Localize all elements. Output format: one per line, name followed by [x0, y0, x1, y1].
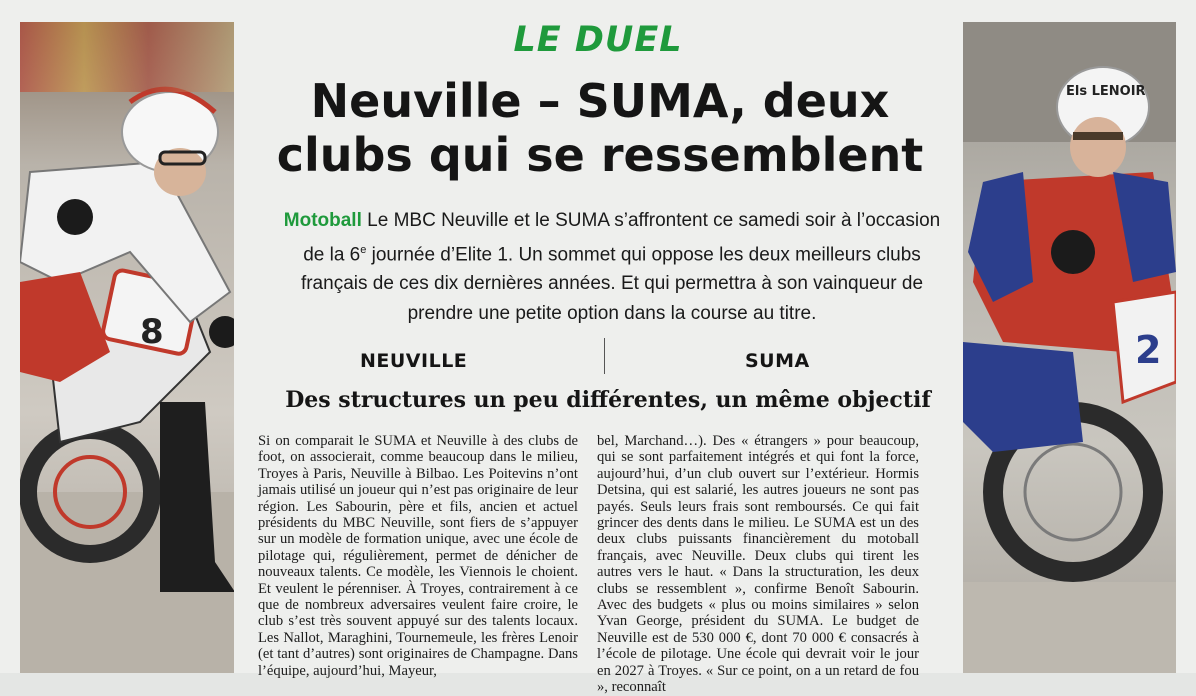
body-paragraph-right: bel, Marchand…). Des « étrangers » pour beaucoup, qui se sont parfaitement intégrés et qui font la force, aujourd’hui, d’un club ouvert sur l’extérieur. Hormis Detsina, qui est salarié, les autres joueurs ne sont pas payés. Seuls leurs frais sont remboursés. Ce qui fait grincer des dents dans le milieu. Le SUMA est un des deux clubs puissants financièrement du motoball français, avec Neuville. Deux clubs qui tirent les autres vers le haut. « Dans la structuration, les deux clubs se ressemblent », confirme Benoît Sabourin. Avec des budgets « plus ou moins similaires » selon Yvan George, président du SUMA. Le budget de Neuville est de 530 000 €, dont 70 000 € consacrés à l’école de pilotage. Une école qui devrait voir le jour en 2027 à Troyes. « Sur ce point, on a un retard de fou », reconnaît	[597, 433, 919, 696]
team-label-suma: SUMA	[745, 350, 810, 372]
bike-number-left: 8	[140, 312, 164, 352]
standfirst-text-1: Le MBC Neuville et le SUMA s’affrontent ce samedi soir à l’occasion de la 6	[303, 210, 941, 265]
standfirst	[272, 206, 952, 328]
team-label-neuville: NEUVILLE	[360, 350, 468, 372]
helmet-label-right: Els LENOIR	[1066, 84, 1146, 99]
rubrique-label: Motoball	[283, 210, 362, 231]
photo-suma-rider	[963, 22, 1176, 673]
body-column-left	[258, 433, 578, 679]
rider-illustration-left	[20, 22, 234, 673]
section-kicker: LE DUEL	[513, 20, 683, 60]
headline: Neuville – SUMA, deux clubs qui se ressemblent	[276, 74, 924, 182]
body-paragraph-left: Si on comparait le SUMA et Neuville à des clubs de foot, on associerait, comme beaucoup dans le milieu, Troyes à Paris, Neuville à Bilbao. Les Poitevins n’ont jamais utilisé un joueur qui n’est pas originaire de leur région. Les Sabourin, père et fils, ancien et actuel présidents du MBC Neuville, sont fiers de s’appuyer sur un modèle de formation unique, avec une école de pilotage qui, régulièrement, permet de dénicher de nouveaux talents. Ce modèle, les Viennois le choient. Et veulent le pérenniser. À Troyes, contrairement à ce que de nombreux adversaires veulent faire croire, le club s’est très souvent appuyé sur des talents locaux. Les Nallot, Maraghini, Tournemeule, les frères Lenoir (et tant d’autres) sont originaires de Champagne. Dans l’équipe, aujourd’hui, Mayeur,	[258, 433, 578, 679]
body-column-right	[597, 433, 919, 696]
subheading: Des structures un peu différentes, un même objectif	[285, 387, 931, 413]
team-divider	[604, 338, 605, 374]
photo-neuville-rider	[20, 22, 234, 673]
standfirst-sup: e	[360, 243, 367, 256]
standfirst-text-2: journée d’Elite 1. Un sommet qui oppose les deux meilleurs clubs français de ces dix dernières années. Et qui permettra à son vainqueur de prendre une petite option dans la course au titre.	[300, 243, 924, 324]
bike-number-right: 2	[1135, 328, 1162, 372]
